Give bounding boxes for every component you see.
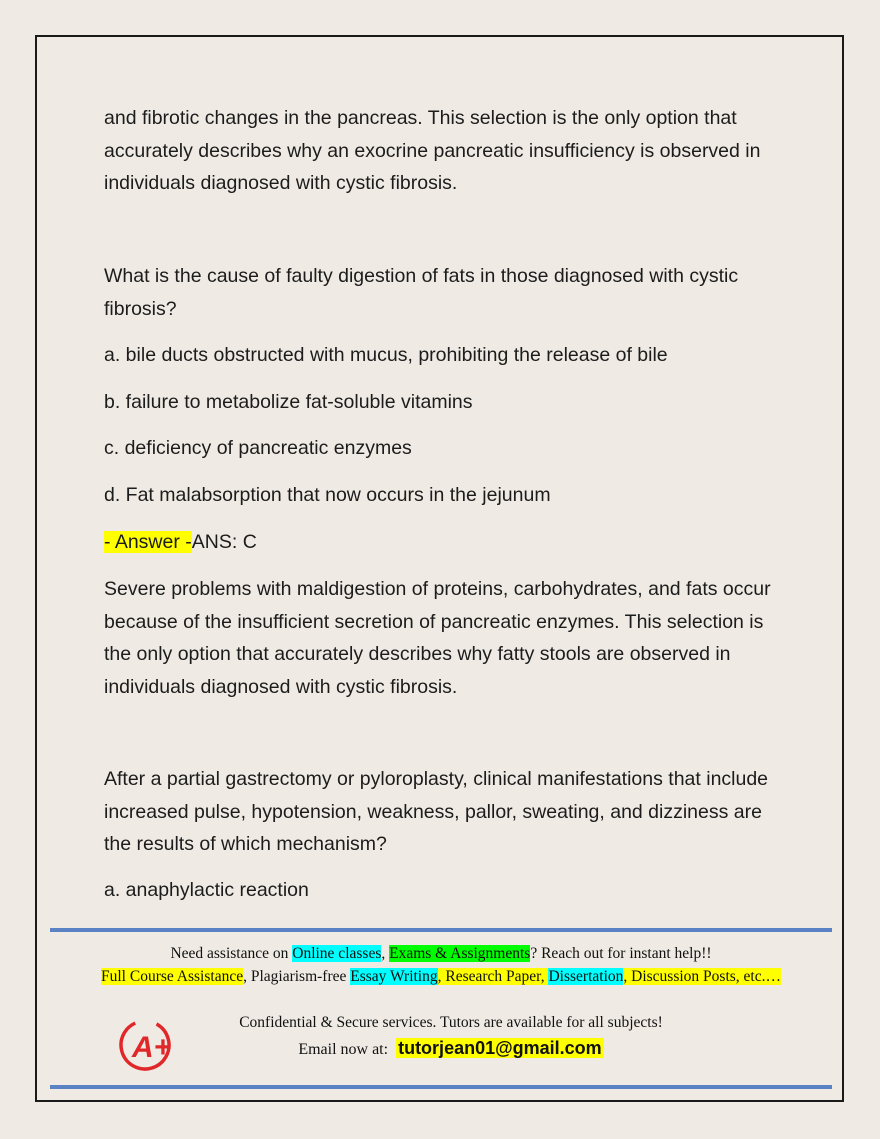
answer-marker: - Answer - (104, 531, 192, 553)
research-paper-highlight: Research Paper, (445, 968, 549, 985)
footer-bottom-rule (50, 1085, 832, 1089)
email-label: Email now at: (298, 1041, 389, 1058)
q1-rationale: Severe problems with maldigestion of proteins, carbohydrates, and fats occur because of the insufficient secretion of pancreatic enzymes. This selection is the only option that accurately describes why fatty stools are observed in individuals diagnosed with cystic fibrosis. (104, 578, 771, 698)
intro-paragraph: and fibrotic changes in the pancreas. This selection is the only option that accurately describes why an exocrine pancreatic insufficiency is observed in individuals diagnosed with cystic fibrosis. (104, 107, 761, 194)
footer-text: , (437, 968, 446, 985)
footer-text: Need assistance on (170, 945, 293, 962)
exams-assignments-highlight: Exams & Assignments (389, 945, 531, 962)
discussion-posts-highlight: , Discussion Posts, etc.… (623, 968, 781, 985)
q2-option-a: a. anaphylactic reaction (104, 879, 309, 901)
footer-line-3: Confidential & Secure services. Tutors are available for all subjects! (239, 1014, 663, 1031)
answer-value: ANS: C (191, 531, 257, 553)
question-2: After a partial gastrectomy or pyloroplasty, clinical manifestations that include increased pulse, hypotension, weakness, pallor, sweating, and dizziness are the results of which mechanism? (104, 768, 769, 855)
q1-option-c: c. deficiency of pancreatic enzymes (104, 437, 412, 459)
footer-email-line (60, 1038, 842, 1059)
online-classes-highlight: Online classes (292, 945, 382, 962)
footer-top-rule (50, 928, 832, 932)
essay-writing-highlight: Essay Writing (350, 968, 438, 985)
footer-text: ? Reach out for instant help!! (530, 945, 712, 962)
question-1: What is the cause of faulty digestion of fats in those diagnosed with cystic fibrosis? (104, 265, 739, 320)
q1-option-b: b. failure to metabolize fat-soluble vitamins (104, 391, 473, 413)
dissertation-highlight: Dissertation (548, 968, 624, 985)
footer-line-2 (50, 968, 832, 986)
full-course-highlight: Full Course Assistance (101, 968, 244, 985)
logo-text: A+ (132, 1031, 172, 1064)
q1-option-d: d. Fat malabsorption that now occurs in the jejunum (104, 484, 551, 506)
footer-line-1 (50, 945, 832, 963)
footer-text: , Plagiarism-free (243, 968, 351, 985)
q1-option-a: a. bile ducts obstructed with mucus, prohibiting the release of bile (104, 344, 668, 366)
footer-text: , (381, 945, 390, 962)
email-address[interactable]: tutorjean01@gmail.com (398, 1038, 602, 1058)
q1-answer-line (104, 526, 794, 559)
